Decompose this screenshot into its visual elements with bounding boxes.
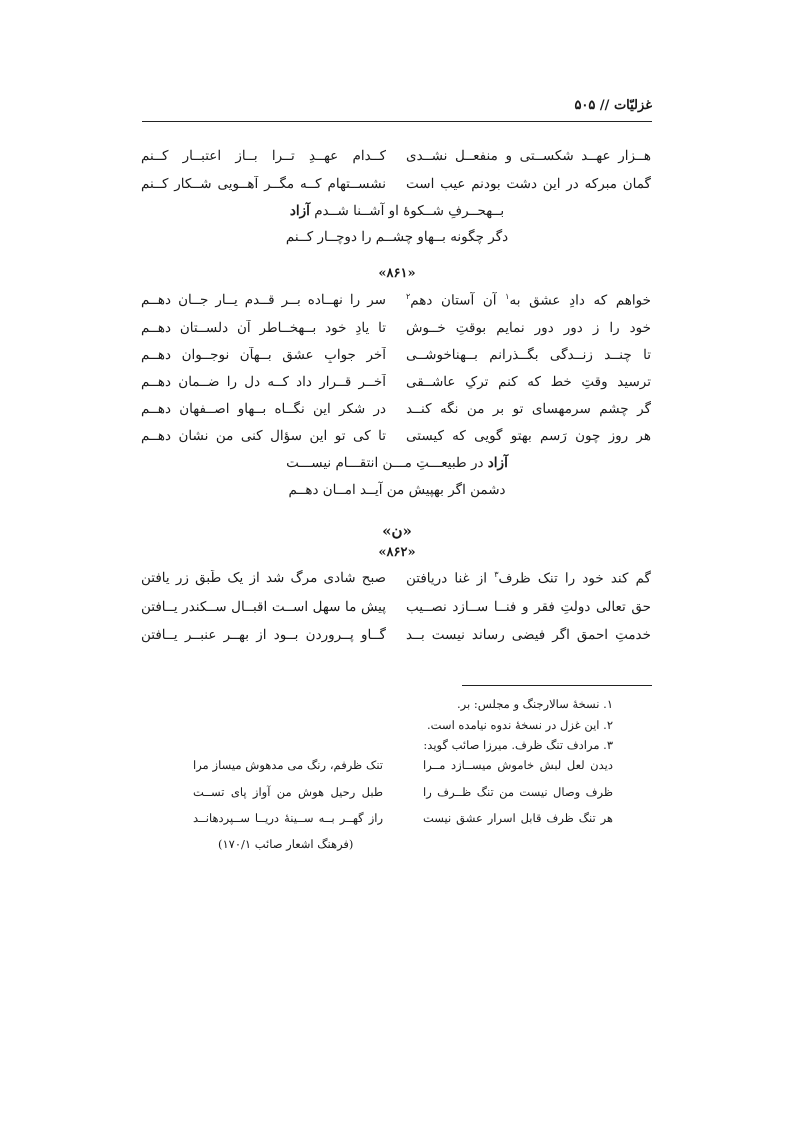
couplet [141, 627, 651, 653]
hemistich-second: تا یادِ خود بــهخــاطر آن دلســتان دهــم [141, 320, 386, 336]
footnote-2: ۲. این غزل در نسخهٔ ندوه نیامده است. [426, 718, 613, 732]
hemistich-second: در شکر این نگــاه بــهاو اصــفهان دهــم [141, 401, 386, 417]
ghazal-number: «۸۶۲» [378, 545, 416, 560]
hemistich-first: ظرف وصال نیست من تنگ ظــرف را [423, 785, 613, 799]
footnote-1: ۱. نسخهٔ سالارجنگ و مجلس: بر. [457, 697, 613, 711]
hemistich-second: طبل رحیل هوش من آواز پای تســت [193, 785, 383, 799]
hemistich-second: پیش ما سهل اســت اقبــال ســکندر یــافتن [141, 599, 386, 615]
hemistich-first: خدمتِ احمق اگر فیضی رساند نیست بــد [406, 627, 651, 643]
hemistich-first: گم کند خود را تنک ظرف$^۳$ از غنا دریافتن [406, 570, 651, 587]
couplet [141, 148, 651, 174]
pen-name: آزاد [487, 455, 508, 471]
pen-name: آزاد [289, 203, 310, 219]
couplet [141, 599, 651, 625]
closing-line-1: آزاد در طبیعـــتِ مـــن انتقـــام نیســـت [286, 455, 508, 471]
hemistich-first: خود را ز دور دور نمایم بوقتِ خــوش [406, 320, 651, 336]
hemistich-second: تا کی تو این سؤال کنی من نشان دهــم [141, 428, 386, 444]
couplet [141, 428, 651, 454]
hemistich-first: ترسید وقتِ خط که کنم ترکِ عاشــقی [406, 374, 651, 390]
header-rule [142, 121, 652, 122]
footnote-rule [462, 685, 652, 686]
couplet [141, 292, 651, 318]
hemistich-first: گر چشم سرمهسای تو بر من نگه کنــد [406, 401, 651, 417]
hemistich-first: هر تنگ ظرف قابل اسرار عشق نیست [423, 811, 613, 825]
couplet [141, 320, 651, 346]
hemistich-first: دیدن لعل لبش خاموش میســازد مــرا [423, 758, 613, 772]
footnote-quote-couplet [193, 785, 613, 805]
hemistich-second: تنک ظرفم، رنگ می مدهوش میساز مرا [193, 758, 383, 772]
hemistich-first: هــزار عهــد شکســتی و منفعــل نشــدی [406, 148, 651, 164]
running-title: غزلیّات // ۵۰۵ [574, 98, 652, 113]
hemistich-second: آخر جوابِ عشق بــهآن نوجــوان دهــم [141, 347, 386, 363]
closing-line-2: دگر چگونه بــهاو چشــم را دوچــار کــنم [285, 229, 509, 245]
couplet [141, 570, 651, 596]
couplet [141, 347, 651, 373]
hemistich-second: آخــر قــرار داد کــه دل را ضــمان دهــم [141, 374, 386, 390]
hemistich-first: حق تعالی دولتِ فقر و فنــا ســازد نصــیب [406, 599, 651, 615]
closing-line-1: بــهحــرفِ شــکوهٔ او آشــنا شــدم آزاد [289, 203, 505, 219]
couplet [141, 374, 651, 400]
footnote-source: (فرهنگ اشعار صائب ۱۷۰/۱) [218, 837, 354, 851]
footnote-quote-couplet [193, 758, 613, 778]
section-letter: «ن» [382, 522, 412, 540]
hemistich-first: هر روز چون رَسم بهتو گویی که کیستی [406, 428, 651, 444]
hemistich-first: تا چنــد زنــدگی بگــذرانم بــهناخوشــی [406, 347, 651, 363]
footnote-3: ۳. مرادف تنگ ظرف. میرزا صائب گوید: [423, 738, 613, 752]
hemistich-second: صبح شادی مرگ شد از یک طَبق زر یافتن [141, 570, 386, 586]
page-header [142, 98, 652, 122]
hemistich-first: خواهم که دادِ عشق به$^۱$ آن آستان دهم$^۲$ [406, 292, 651, 309]
closing-line-2: دشمن اگر بهپیش من آیــد امــان دهــم [288, 482, 506, 498]
couplet [141, 401, 651, 427]
couplet [141, 176, 651, 202]
ghazal-number: «۸۶۱» [378, 266, 416, 281]
hemistich-second: راز گهــر بــه ســینهٔ دریــا ســپردهانــد [193, 811, 383, 825]
hemistich-second: سر را نهــاده بــر قــدم یــار جــان دهــم [141, 292, 386, 308]
hemistich-second: کــدام عهــدِ تــرا بــاز اعتبــار کــنم [141, 148, 386, 164]
hemistich-second: گــاو پــروردن بــود از بهــر عنبــر یــافتن [141, 627, 386, 643]
hemistich-first: گمان مبرکه در این دشت بودنم عیب است [406, 176, 651, 192]
footnote-quote-couplet [193, 811, 613, 831]
hemistich-second: نشســتهام کــه مگــر آهــویی شــکار کــنم [141, 176, 386, 192]
